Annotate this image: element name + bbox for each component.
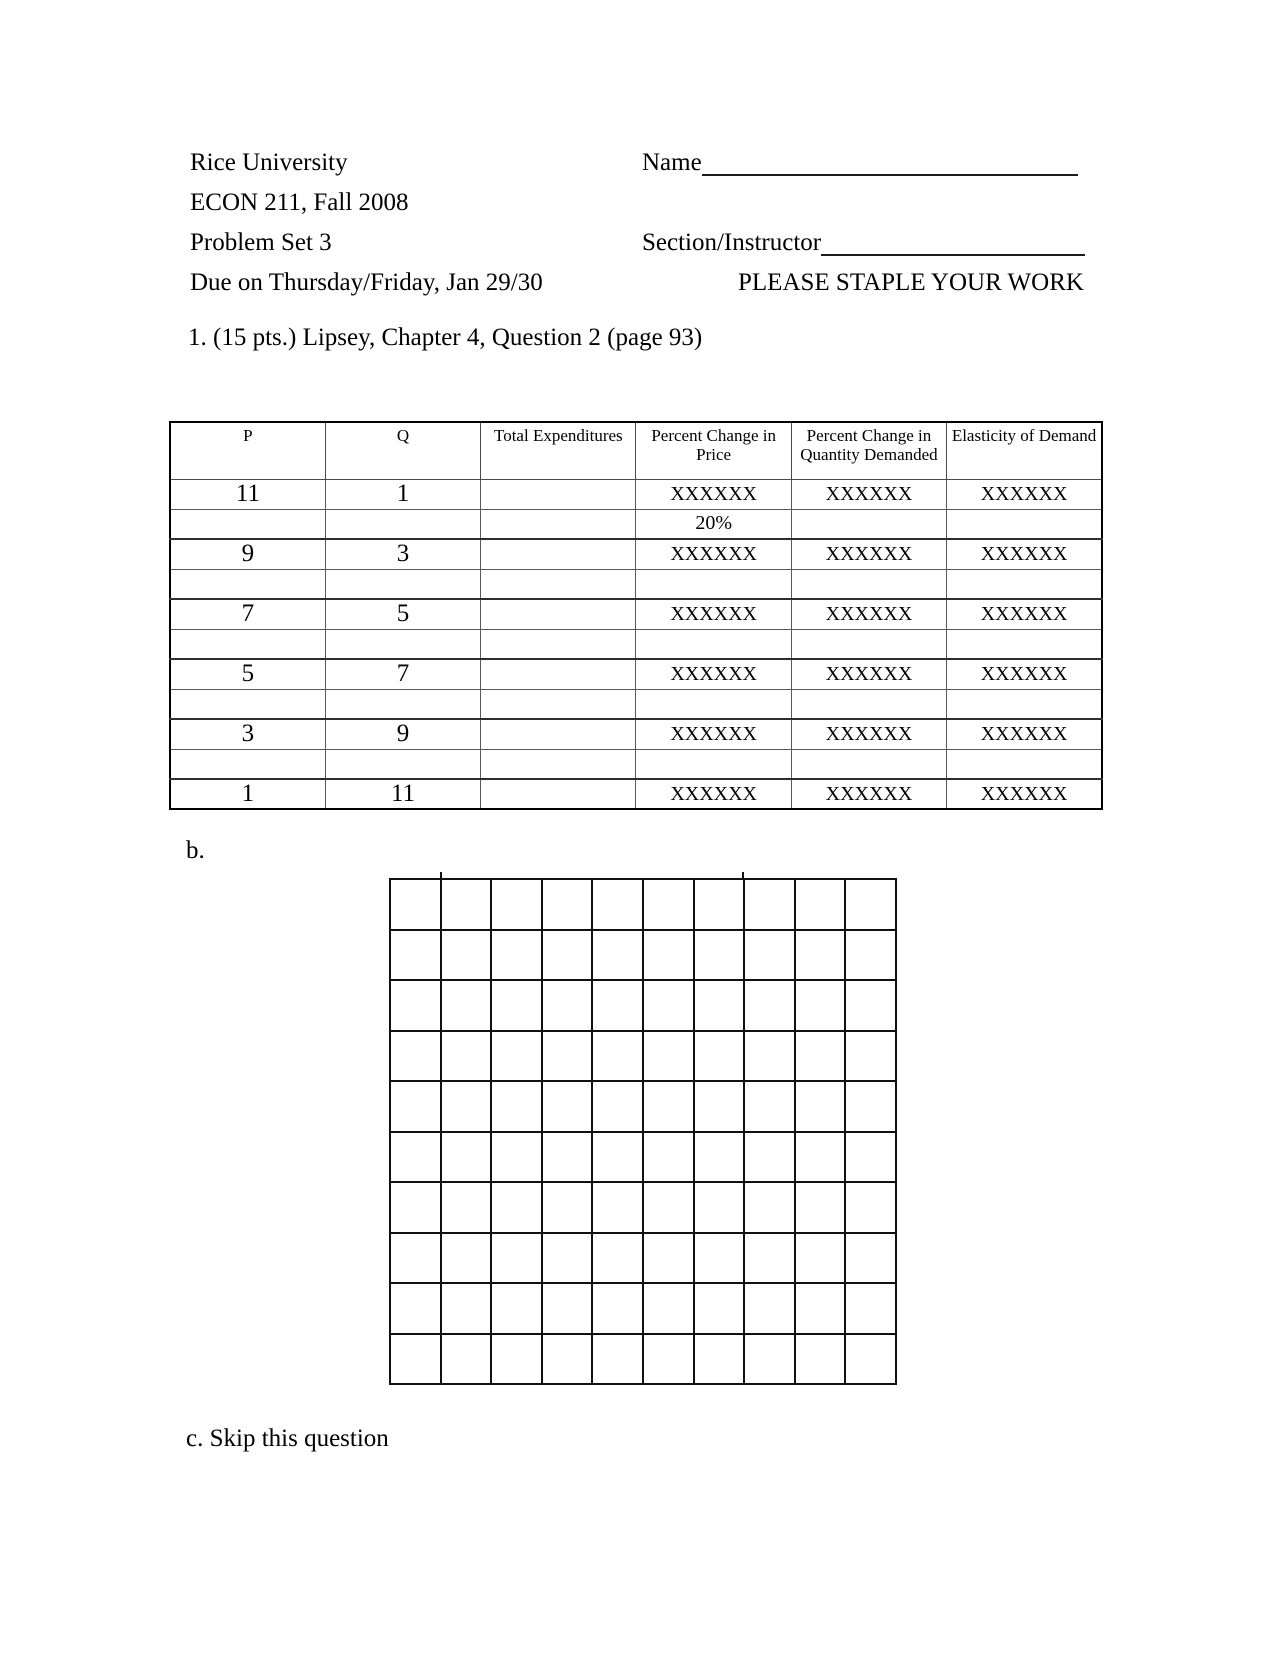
part-b-label: b. [186,837,205,864]
table-cell: XXXXXX [947,539,1102,569]
table-cell: XXXXXX [636,479,791,509]
grid-cell [795,1132,846,1183]
grid-cell [744,1081,795,1132]
name-field-row [642,146,1078,180]
table-cell [636,689,791,719]
table-cell: XXXXXX [636,659,791,689]
grid-cell [795,1283,846,1334]
grid-cell [542,930,593,981]
table-cell [791,629,946,659]
table-row [170,479,1102,509]
table-cell [170,749,325,779]
table-cell: 11 [170,479,325,509]
grid-cell [592,1233,643,1284]
grid-cell [542,1233,593,1284]
table-row [170,659,1102,689]
table-cell [481,779,636,809]
grid-cell [441,879,492,930]
table-header [170,422,1102,479]
grid-cell [845,1081,896,1132]
table-cell [481,479,636,509]
table-cell [170,509,325,539]
grid-cell [845,1233,896,1284]
table-cell [170,629,325,659]
grid-cell [744,879,795,930]
table-cell: 7 [325,659,480,689]
table-cell [947,629,1102,659]
table-cell [636,629,791,659]
table-cell: 9 [170,539,325,569]
grid-cell [542,879,593,930]
table-cell [636,569,791,599]
grid-cell [390,1132,441,1183]
grid-cell [491,1233,542,1284]
grid-cell [441,1182,492,1233]
name-blank-line [702,146,1078,176]
grid-cell [592,980,643,1031]
table-cell: XXXXXX [947,779,1102,809]
grid-cell [795,1031,846,1082]
table-cell: XXXXXX [791,539,946,569]
grid-cell [795,1334,846,1385]
section-instructor-label: Section/Instructor [642,229,822,256]
table-cell: 20% [636,509,791,539]
grid-cell [744,980,795,1031]
table-cell [481,629,636,659]
grid-cell [694,1233,745,1284]
table-cell: 1 [170,779,325,809]
grid-cell [643,879,694,930]
table-cell: 9 [325,719,480,749]
table-cell [325,689,480,719]
grid-cell [795,1081,846,1132]
grid-cell [592,1081,643,1132]
grid-cell [744,1334,795,1385]
grid-cell [643,980,694,1031]
grid-cell [390,1334,441,1385]
table-cell [325,509,480,539]
grid-cell [390,879,441,930]
table-header-row [170,422,1102,479]
table-cell: 5 [325,599,480,629]
grid-cell [795,1182,846,1233]
grid-cell [845,980,896,1031]
grid-cell [592,1334,643,1385]
table-cell: XXXXXX [791,719,946,749]
table-cell: XXXXXX [636,779,791,809]
table-cell: 7 [170,599,325,629]
grid-cell [694,879,745,930]
table-cell: XXXXXX [791,479,946,509]
grid-cell [441,1132,492,1183]
grid-cell [744,1283,795,1334]
grid-cell [592,1182,643,1233]
grid-cell [390,1081,441,1132]
section-blank-line [821,226,1085,256]
table-cell: 3 [325,539,480,569]
grid-cell [744,1132,795,1183]
table-cell [947,569,1102,599]
table-cell [947,749,1102,779]
table-cell [481,689,636,719]
grid-cell [845,1031,896,1082]
table-cell [481,599,636,629]
grid-cell [845,1182,896,1233]
grid-cell [441,980,492,1031]
grid-cell [694,1283,745,1334]
table-row [170,599,1102,629]
table-cell [481,719,636,749]
grid-cell [390,1283,441,1334]
table-cell: XXXXXX [947,479,1102,509]
grid-cell [491,1081,542,1132]
grid-cell [643,1081,694,1132]
grid-cell [441,1081,492,1132]
grid-cell [491,930,542,981]
grid-cell [491,879,542,930]
table-row [170,539,1102,569]
grid-cell [643,1182,694,1233]
grid-cell [744,930,795,981]
grid-cell [491,1182,542,1233]
table-cell [481,539,636,569]
section-field-row [642,226,1085,260]
table-header-cell: Elasticity of Demand [947,422,1102,479]
table-cell [947,509,1102,539]
table-row [170,509,1102,539]
table-cell: XXXXXX [947,599,1102,629]
grid-cell [491,1132,542,1183]
table-header-cell: P [170,422,325,479]
grid-cell [542,1182,593,1233]
grid-cell [744,1233,795,1284]
grid-cell [694,1031,745,1082]
staple-note: PLEASE STAPLE YOUR WORK [738,269,1084,296]
table-cell [481,509,636,539]
table-cell [481,659,636,689]
table-cell: 11 [325,779,480,809]
grid-cell [643,1031,694,1082]
name-label: Name [642,149,702,176]
grid-cell [441,1334,492,1385]
grid-cell [542,1081,593,1132]
table-cell [791,749,946,779]
table-header-cell: Total Expenditures [481,422,636,479]
table-cell [325,749,480,779]
table-cell: XXXXXX [636,719,791,749]
grid-cell [441,1283,492,1334]
grid-tick-mark [742,872,744,878]
table-header-cell: Q [325,422,480,479]
table-cell [170,569,325,599]
grid-cell [491,1283,542,1334]
table-cell: XXXXXX [636,599,791,629]
grid-cell [390,1182,441,1233]
table-row [170,569,1102,599]
grid-cell [592,1031,643,1082]
grid-cell [694,1132,745,1183]
table-cell: XXXXXX [791,599,946,629]
grid-cell [694,930,745,981]
grid-cell [390,980,441,1031]
grid-cell [845,879,896,930]
grid-cell [795,980,846,1031]
grid-cell [845,930,896,981]
table-header-cell: Percent Change in Price [636,422,791,479]
grid-cell [694,1334,745,1385]
table-cell [481,569,636,599]
table-cell [791,509,946,539]
grid-cell [390,1031,441,1082]
grid-cell [845,1283,896,1334]
table-cell: XXXXXX [636,539,791,569]
table-row [170,779,1102,809]
grid-cell [795,930,846,981]
expenditure-table [169,421,1103,810]
table-cell [636,749,791,779]
table-header-cell: Percent Change in Quantity Demanded [791,422,946,479]
grid-cell [441,1233,492,1284]
grid-cell [491,1031,542,1082]
graph-paper-grid [389,878,897,1385]
table-cell: XXXXXX [947,659,1102,689]
table-cell [325,569,480,599]
grid-cell [643,1233,694,1284]
table-cell [791,689,946,719]
part-c-text: c. Skip this question [186,1425,389,1452]
table-cell [325,629,480,659]
table-cell [481,749,636,779]
table-cell: 1 [325,479,480,509]
table-cell: XXXXXX [791,779,946,809]
grid-cell [542,1334,593,1385]
grid-cell [542,1031,593,1082]
grid-cell [592,930,643,981]
table-row [170,749,1102,779]
course-title: ECON 211, Fall 2008 [190,189,409,216]
table-row [170,689,1102,719]
grid-cell [390,1233,441,1284]
problem-set-title: Problem Set 3 [190,229,332,256]
grid-tick-mark [440,872,442,878]
grid-cell [643,930,694,981]
grid-cell [795,879,846,930]
table-body [170,479,1102,809]
grid-cell [643,1334,694,1385]
grid-cell [744,1182,795,1233]
scan-artifact-bar [0,0,7,90]
grid-cell [390,930,441,981]
grid-cell [694,1182,745,1233]
table-cell: 5 [170,659,325,689]
grid-cell [441,930,492,981]
table-cell [947,689,1102,719]
grid-cell [542,1132,593,1183]
table-cell: XXXXXX [791,659,946,689]
table-cell [170,689,325,719]
grid-cell [694,1081,745,1132]
grid-cell [795,1233,846,1284]
grid-cell [542,1283,593,1334]
grid-cell [643,1132,694,1183]
grid-cell [592,879,643,930]
table-row [170,629,1102,659]
grid-cell [643,1283,694,1334]
grid-cell [694,980,745,1031]
grid-cell [441,1031,492,1082]
table-row [170,719,1102,749]
grid-cell [845,1132,896,1183]
university-name: Rice University [190,149,348,176]
question-1-text: 1. (15 pts.) Lipsey, Chapter 4, Question 2 (page 93) [188,324,703,351]
grid-cell [845,1334,896,1385]
grid-cell [592,1283,643,1334]
grid-cell [542,980,593,1031]
grid-cell [744,1031,795,1082]
grid-cell [592,1132,643,1183]
due-date-line: Due on Thursday/Friday, Jan 29/30 [190,269,543,296]
grid-cell [491,1334,542,1385]
table-cell: XXXXXX [947,719,1102,749]
table-cell [791,569,946,599]
grid-cell [491,980,542,1031]
table-cell: 3 [170,719,325,749]
